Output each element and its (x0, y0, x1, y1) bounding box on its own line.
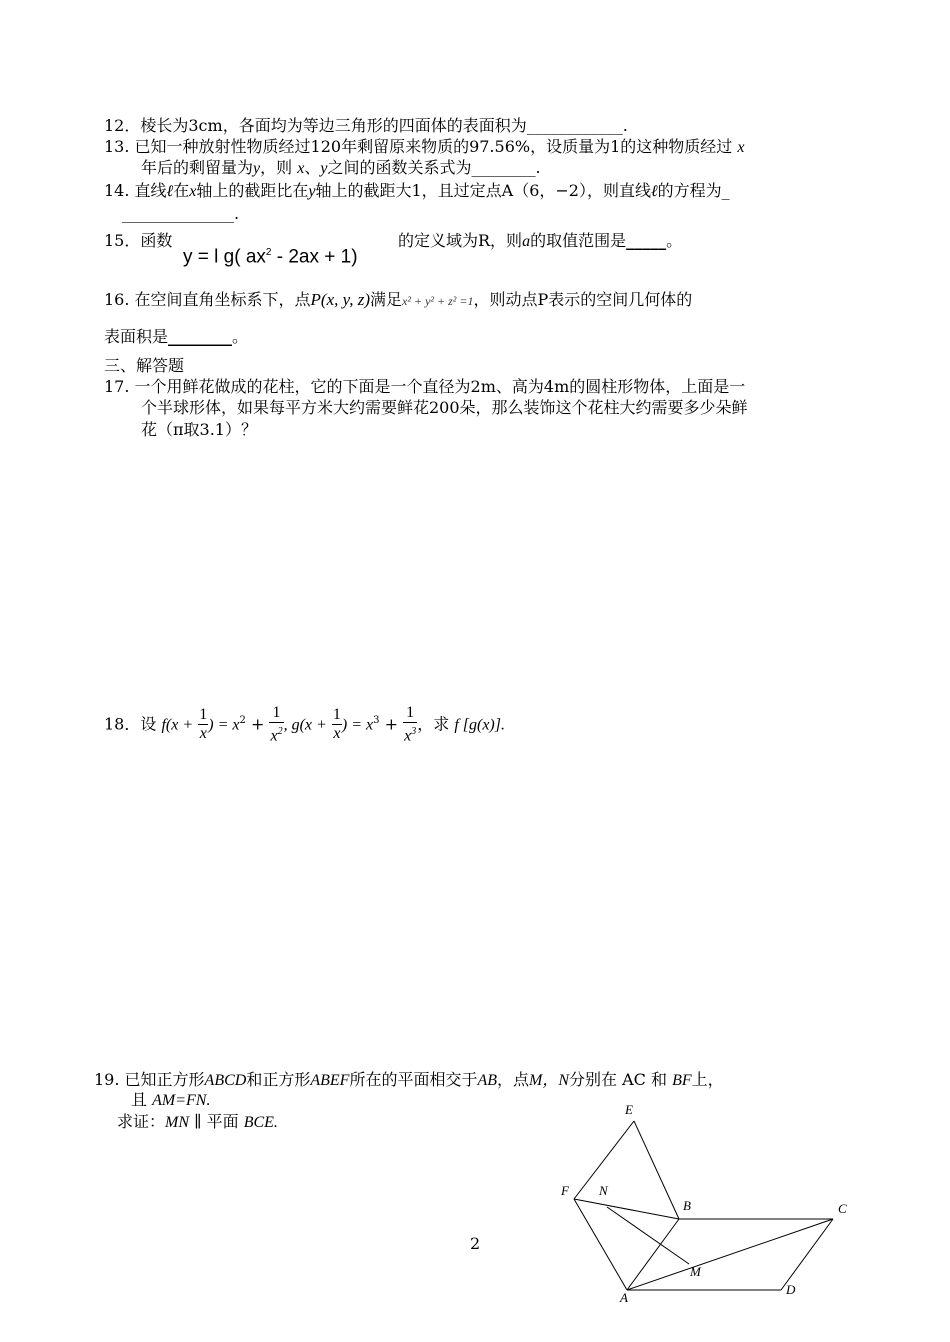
q12-blank: ____________ (526, 116, 623, 135)
q18-f: f (161, 716, 166, 734)
question-19-line1: 19. 已知正方形ABCD和正方形ABEF所在的平面相交于AB，点M，N分别在 AC 和 BF上， (94, 1070, 724, 1089)
q13-var-x: x (737, 139, 745, 156)
edge-n-m (607, 1207, 689, 1264)
q13-var-x2: x (297, 160, 305, 177)
q12-number: 12． (104, 116, 141, 135)
q18-frac-3: $\frac{1}{x}$ (332, 706, 341, 743)
q15-after: 的定义域为R，则 (398, 231, 523, 250)
q13-text2d: 之间的函数关系式为 (327, 158, 472, 177)
label-e: E (625, 1102, 633, 1117)
q13-text2b: ，则 (260, 158, 293, 177)
label-f: F (561, 1183, 569, 1198)
question-13-line1 (104, 137, 744, 158)
q14-ell2: ℓ (650, 183, 658, 200)
q16-b: 满足 (370, 290, 403, 309)
question-14-line2 (122, 204, 239, 224)
edge-a-b (627, 1219, 679, 1290)
edge-f-b (574, 1199, 679, 1219)
question-17-line3: 花（π取3.1）？ (141, 420, 257, 439)
q16-condition: x² + y² + z² =1 (402, 294, 474, 308)
q13-blank: ________ (471, 158, 536, 177)
q14-b: 在 (173, 181, 190, 200)
q16-c: ，则动点P表示的空间几何体的 (473, 290, 693, 309)
question-17-line2: 个半球形体，如果每平方米大约需要鲜花200朵，那么装饰这个花柱大约需要多少朵鲜 (141, 398, 748, 417)
q12-text: 棱长为3cm，各面均为等边三角形的四面体的表面积为 (140, 116, 527, 135)
question-13-line2 (141, 158, 541, 179)
question-16-line1 (104, 290, 692, 311)
q16-a: 16. 在空间直角坐标系下，点 (104, 290, 311, 309)
q18-frac-1: $\frac{1}{x}$ (199, 706, 208, 743)
q12-end: . (622, 116, 628, 135)
q14-a: 14. 直线 (104, 181, 167, 200)
question-17-line1: 17. 一个用鲜花做成的花柱，它的下面是一个直径为2m、高为4m的圆柱形物体，上面是一 (104, 377, 746, 396)
q13-text2a: 年后的剩留量为 (141, 158, 254, 177)
edge-f-a (574, 1199, 627, 1290)
question-19-line2: 且 AM=FN. (131, 1090, 211, 1109)
q15-after2: 的取值范围是 (530, 231, 627, 250)
question-16-line2 (104, 327, 248, 347)
q14-c: 轴上的截距比在 (196, 181, 309, 200)
question-14-line1 (104, 181, 730, 202)
label-b: B (683, 1198, 691, 1213)
page-number: 2 (470, 1234, 481, 1253)
edge-a-c (627, 1219, 833, 1290)
q18-frac-4: $\frac{1}{x^3}$ (404, 704, 417, 745)
q15-blank: _____ (626, 231, 667, 250)
q18-target: f [g(x)]. (454, 716, 505, 734)
q14-d: 轴上的截距大1，且过定点A（6，−2），则直线 (315, 181, 651, 200)
question-18: 18．设 f(x + $\frac{1}{x}$ ) = $x^2$ + $\frac{1}{x^2}$ , g(x + $\frac{1}{x}$ ) = $x^3$ + $\frac{1}{x^3}$ ，求 f [g(x)]. (104, 704, 505, 745)
q14-ell: ℓ (166, 183, 174, 200)
label-c: C (838, 1201, 847, 1216)
q13-end: . (535, 158, 541, 177)
question-15-rest (398, 231, 682, 252)
section-heading: 三、解答题 (104, 356, 185, 375)
q18-frac-2: $\frac{1}{x^2}$ (270, 704, 283, 745)
question-19-line3: 求证：MN ∥ 平面 BCE. (117, 1112, 278, 1131)
label-a: A (620, 1290, 628, 1305)
geometry-figure (550, 1095, 860, 1305)
q16-blank: ________ (168, 327, 233, 346)
q16-line2: 表面积是 (104, 327, 169, 346)
edge-c-d (781, 1219, 833, 1290)
q15-formula: y = l g( $ax^2 - 2ax + 1$) (183, 246, 358, 268)
q16-end: 。 (232, 327, 249, 346)
q13-var-y: y (253, 160, 261, 177)
q14-e: 的方程为_ (657, 181, 730, 200)
q13-text1: 13. 已知一种放射性物质经过120年剩留原来物质的97.56%，设质量为1的这种物质经过 (104, 137, 733, 156)
q18-number: 18．设 (104, 714, 157, 734)
q14-blank: ______________. (122, 204, 240, 223)
q14-y: y (308, 183, 316, 200)
label-m: M (690, 1264, 701, 1279)
label-n: N (599, 1183, 608, 1198)
q13-var-y2: y (320, 160, 328, 177)
question-15-number: 15．函数 (104, 231, 173, 250)
question-12 (104, 116, 628, 136)
q14-x: x (189, 183, 197, 200)
q15-a-var: a (522, 233, 531, 250)
q16-point: P(x, y, z) (310, 290, 371, 309)
label-d: D (786, 1282, 796, 1297)
q15-end: 。 (666, 231, 683, 250)
edge-e-b (634, 1121, 679, 1219)
q13-text2c: 、 (304, 158, 321, 177)
